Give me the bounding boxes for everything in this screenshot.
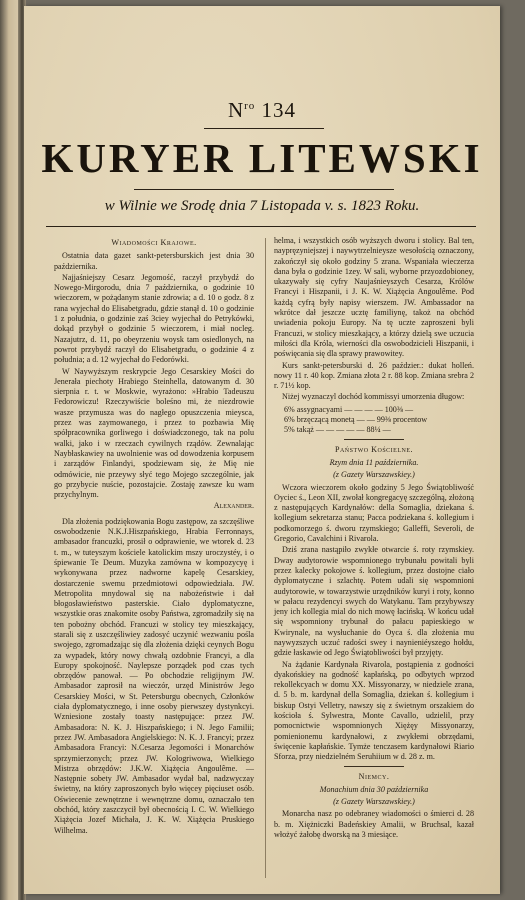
paragraph: Wczora wieczorem około godziny 5 Jego Świątobliwość Oyciec ś., Leon XII, zwołał kongregacyę szczególną, złożoną z następujących Kardynałów: della Somaglia, dziekana ś. kollegium sekretarza stanu; Pacca podziekana ś. kollegium i podkomorzego ś. dworu rzymskiego; Galleffi, Severoli, de Gregorio, Cavalchini i Rivarola.	[274, 482, 474, 544]
paragraph: helma, i wszystkich osób wyższych dworu i stolicy. Bal ten, naypręzyniejszej i naywytrzelnieysze wesołością oznaczony, zakończył się około godziny 5 zrana. Wspaniała wieczerza dana była o godzinie 1zey. W sali, wyborne przyozdobioney, ukazywały się cyfry Naujaśnieyszych Cesarza, Królów Francyi i Hiszpanii, i J. K. W. Xiążęcia Angoulême. Pod każdą cyfrą były napisy wierszem. JW. Ambassador na wkrótce dał jeszcze ucztę familiynę, takoż na obchód uwiadenia pokoju Europy. Na tę uczte zaproszeni byli Francuzi, w stolicy mieszkający, a którzy dzielą swe uczucia miłości dla Króla, wierności dla oswobodzicieli Hiszpanii, i poświęcania się dla sprawy prawowitey.	[274, 236, 474, 359]
section-heading: Wiadomości Krajowe.	[111, 238, 197, 247]
issue-number-value: 134	[261, 98, 297, 122]
rates-table	[284, 405, 474, 436]
rate-row: 6% brzęczącą monetą — — 99⅜ procentow	[284, 415, 428, 425]
paragraph: Monarcha nasz po odebraney wiadomości o śmierci d. 28 b. m. Xiężniczki Badeńskiey Amalii, w Bruchsal, kazał włożyć żałobę dworską na 3 miesiące.	[274, 809, 474, 840]
source-sub: (z Gazety Warszawskiey.)	[333, 797, 415, 807]
paragraph: Najjaśniejszy Cesarz Jegomość, raczył przybydź do Nowego-Mirgorodu, dnia 7 października, o godzinie 10 wieczorem, w pożądanym stanie zdrowia; a d. 10 o godz. 8 z rana wyjechał do Elisabetgradu, gdzie stanął d. 10 o godzinie 1 z południa, o godzinie zaś 3ciey wyjechał do Petrykówki, dokąd przybył o godzinie 5 wieczorem, i miał nocleg. Nazajutrz, d. 11, po obeyrzeniu woysk tam osiedlonych, na powrot przybydź raczył do Elisabetgradu, o godzinie 4 z południa; a d. 12 wyjechał do Fedorówki.	[54, 272, 254, 365]
paragraph: Na żądanie Kardynała Rivarola, postąpienia z godności dyakońskiey na godność kapłańską, po odbytych wprzod rekollekcyach w domu XX. Missyonarzy, w niedziele zrana, d. 5 b. m. kardynał della Somaglia, dziekan ś. kollegium i biskup Ostyi Velletry, nawszy się z świetnym orszakiem do kościoła ś. Sylwestra, Monte Cavallo, udzielil, przy pomocnictwie wspomnionych Xiężęy Missyonarzy, pomienionemu kardynałowi, z zwykłemi obrzędami, święcenie kapłańskie. Tymże tenczasem kardynałowi Riario Sforza, przy niedzielném Seruhiium w d. 28 z. m.	[274, 659, 474, 762]
dateline-sub: Rzym dnia 11 października.	[329, 457, 419, 467]
section-rule	[344, 766, 404, 767]
paragraph: Ostatnia data gazet sankt-petersburskich jest dnia 30 października.	[54, 251, 254, 271]
source-sub: (z Gazety Warszawskiey.)	[333, 470, 415, 480]
section-heading: Niemcy.	[358, 771, 390, 781]
left-column	[54, 236, 254, 837]
issue-prefix: N	[227, 98, 245, 122]
rule-bottom	[46, 226, 476, 227]
rule-mid	[134, 189, 394, 190]
dateline-sub: Monachium dnia 30 października	[319, 784, 429, 794]
rule-top	[204, 128, 324, 129]
paragraph: Dziś zrana nastąpiło zwykłe otwarcie ś. roty rzymskiey. Dway audytorowie wspomnionego trybunału powitali byli przez kalecky pokojowe ś. kollegium, przez dostojne ciało dyplomatyczne i szlachtę. Potem udali się wspomnioni audytorowie, w towarzystwie urzędników kuryi i roty, konno w pałacu rezydencyi swych do Watykanu. Tam przybywszy jeny ich kollegia mial do nich mowę łacińską. W końcu udał się wspomniony trybunał do pałacu papieskiego w Kwirynale, na wysłuchanie do Oyca ś. dla złożenia mu naywyzszych uczuć radości swey i naynieniéyszego hołdu, gdzie łaskawie od Jego Świątobliwości był przyjęty.	[274, 545, 474, 658]
signature: Alexander.	[213, 501, 254, 511]
section-rule	[344, 439, 404, 440]
paragraph: Kurs sankt-petersburski d. 26 paździer.: dukat holleń. nowy 11 r. 40 kop. Zmiana złota 2 r. 88 kop. Zmiana srebra 2 r. 71½ kop.	[274, 360, 474, 391]
paragraph: Niżej wyznaczyl dochód kommissyi umorzenia długow:	[282, 392, 465, 402]
column-divider	[265, 238, 266, 878]
newspaper-page	[24, 6, 500, 894]
issue-suffix: ro	[244, 100, 256, 112]
rate-row: 5% takąż — — — — — 88¼ —	[284, 425, 391, 435]
issue-number	[24, 98, 500, 123]
section-heading: Państwo Kościelne.	[334, 444, 414, 454]
paragraph: W Naywyższym reskrypcie Jego Cesarskiey Mości do Jenerała piechoty Hrabiego Steinhella, datowanym d. 30 sierpnia r. t. w Moskwie, wyrażono: »Hrabio Tadeuszu Fedorowiczu! Rzeczywiście boleśno mi, że niezdrowie wasze przymusza was do nagłego opuszczenia mieysca, przez was zaymowanego, i przez to pozbawia Mię spółpracownika gorliwego i doświadczonego, tak na polu walki, jako i w rzeczach cywilnych rządów. Zewnalając Naybłaskawiey na uwolnienie was od dowodzenia korpusem i zarządów Finlandyi, spodziewam się, że Mię nie odmówicie, nie przeywy słyć tego Mojego szczególnie, jak go przybycie nuście, pozostajcie. Zostaję zawsze ku wam przychylnym.	[54, 366, 254, 500]
rate-row: 6% assygnacyami — — — — 100⅜ —	[284, 404, 414, 414]
right-column	[274, 236, 474, 841]
dateline: w Wilnie we Srodę dnia 7 Listopada v. s. 1823 Roku.	[104, 198, 420, 214]
masthead-title: KURYER LITEWSKI	[41, 135, 483, 181]
paragraph: Dla złożenia podziękowania Bogu zastępow, za szczęśliwe oswobodzenie N.K.J.Hiszpańskiego, Hrabia Ferronnays, ambasador francuzki, prosił o odprawienie, we wtorek d. 23 t. m., w tuteyszym kościele katolickim mszy uroczystéy, i o śpiewanie Te Deum. Muzyka zamówna w kompozycyę i wykonywana przez nadworne kapelę Cesarskiey, dostarczenie swemu przedmiotowi odpowiedziała. JW. Metropolita mnydowal się na nabożeństwie i dał błogosławieństwo pasterskie. Ciało dyplomatyczne, wszystkie oras znakomite osoby Państwa, zgromadziły się na ten pobożny obchód. Francuzi w stolicy tey mieszkający, starali się z uszczęśliwiey zadosyć uczynić wezwaniu pośla swojego, zgromadzając się dla złożenia dzięki ceynych Bogu za wypadek, który nowy chwałą ozdobnie Francyi, a dla Europy spokojność. Naylepsze porządek pod czas tych obrzędów panował. — Po obchodzie religijnym JW. Ambasador zaprosił na wieczór, urzęd Ministrów Jego Cesarskiey Mości, w St. Petersburgu obecnych, Członków ciała dyplomatycznego, i inne osoby pierwszey dystynkcyi. Wzniesione zostały toasty następujące: przez JW. Ambasadora: N. K. J. Hiszpańskiego; i N. Jego Familii; przez JW. Ambasadora Angielskiego: N. K. J. Francyi; przez Ambasadora Francyi: N.Cesarza Jegomości i Monarchów sprzymierzonych; przez JW. Kologriwowa, Wielkiego Mistrza obrzędów: J.K.W. Xiążęcia Angoulême. — Następnie sobety JW. Ambasador wydał bal, nadzwyczay świetny, na który zaproszonych było więcey pięciuset osób. Oświecenie zewnętrzne i wewnętrzne domu, oznaczało ten obchód, który zaszczycił był obecnością I. C. W. Wielkiego Xiążęcia Jozef Michała, J. K. W. Xiążęcia Pruskiego Wilhelma.	[54, 516, 254, 835]
